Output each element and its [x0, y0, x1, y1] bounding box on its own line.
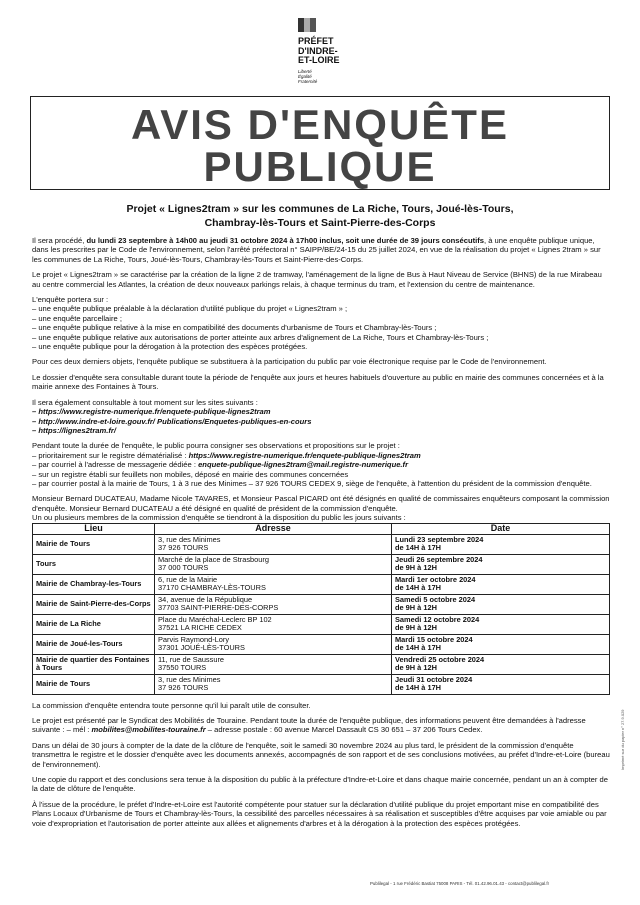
website-link[interactable]: – https://lignes2tram.fr/ — [32, 425, 116, 435]
list-item: – sur un registre établi sur feuillets non mobiles, déposé en mairie des communes concernées — [32, 469, 349, 479]
registry-link[interactable]: https://www.registre-numerique.fr/enquete-publique-lignes2tram — [188, 450, 421, 460]
hearing-paragraph: La commission d'enquête entendra toute personne qu'il lui paraît utile de consulter. — [32, 700, 311, 710]
cell-address: 34, avenue de la République 37703 SAINT-PIERRE-DES-CORPS — [155, 594, 392, 614]
consultation-paragraph: Le dossier d'enquête sera consultable durant toute la période de l'enquête aux jours et heures habituels d'ouverture au public en mairie des communes concernées et à la mairie annexe des Fontaines à Tours. — [32, 372, 604, 392]
title-line-2: PUBLIQUE — [203, 143, 437, 190]
table-row — [33, 614, 610, 634]
observations-list — [32, 451, 610, 489]
table-row — [33, 654, 610, 674]
report-paragraph: Dans un délai de 30 jours à compter de la date de la clôture de l'enquête, soit le samedi 30 novembre 2024 au plus tard, le président de la commission d'enquête transmettra le registre et le dossier d'enquête avec les documents annexés, accompagnés de son rapport et de ses conclusions motivées, au préfet d'Indre-et-Loire (bureau de l'environnement). — [32, 740, 610, 769]
cell-place: Mairie de Saint-Pierre-des-Corps — [33, 594, 155, 614]
subtitle-line-2: Chambray-lès-Tours et Saint-Pierre-des-Corps — [204, 217, 436, 229]
cell-date: Vendredi 25 octobre 2024 de 9H à 12H — [392, 654, 610, 674]
notice-body — [32, 236, 610, 834]
cell-date: Lundi 23 septembre 2024 de 14H à 17H — [392, 534, 610, 554]
notice-title-box — [30, 96, 610, 190]
table-header-row — [33, 523, 610, 534]
table-body — [33, 534, 610, 694]
cell-address: Parvis Raymond-Lory 37301 JOUÉ-LÈS-TOURS — [155, 634, 392, 654]
list-item: – une enquête publique préalable à la déclaration d'utilité publique du projet « Lignes2tram » ; — [32, 304, 348, 314]
websites-heading: Il sera également consultable à tout moment sur les sites suivants : — [32, 397, 258, 407]
cell-address: 3, rue des Minimes 37 926 TOURS — [155, 674, 392, 694]
substitution-paragraph: Pour ces deux derniers objets, l'enquête publique se substituera à la participation du public par voie électronique requise par le Code de l'environnement. — [32, 357, 547, 367]
list-item: – une enquête publique pour la dérogation à la protection des espèces protégées. — [32, 342, 308, 352]
cell-date: Mardi 1er octobre 2024 de 14H à 17H — [392, 574, 610, 594]
website-link[interactable]: – https://www.registre-numerique.fr/enquete-publique-lignes2tram — [32, 407, 271, 417]
column-header-address: Adresse — [155, 523, 392, 534]
cell-date: Mardi 15 octobre 2024 de 14H à 17H — [392, 634, 610, 654]
report-copy-paragraph: Une copie du rapport et des conclusions sera tenue à la disposition du public à la préfecture d'Indre-et-Loire et dans chaque mairie concernée, pendant un an à compter de la date de clôture de l'enquête. — [32, 775, 608, 794]
permanence-table — [32, 523, 610, 695]
cell-place: Mairie de Tours — [33, 534, 155, 554]
cell-place: Mairie de Tours — [33, 674, 155, 694]
cell-place: Tours — [33, 554, 155, 574]
websites-list — [32, 407, 610, 435]
project-subtitle — [60, 202, 580, 230]
cell-date: Jeudi 31 octobre 2024 de 14H à 17H — [392, 674, 610, 694]
email-link[interactable]: enquete-publique-lignes2tram@mail.registre-numerique.fr — [198, 460, 409, 470]
decision-paragraph: À l'issue de la procédure, le préfet d'Indre-et-Loire est l'autorité compétente pour statuer sur la déclaration d'utilité publique du projet emportant mise en compatibilité des Plans Locaux d'Urbanisme de Tours et Chambray-lès-Tours, la cessibilité des parcelles nécessaires à sa réalisation et susceptibles d'être acquises par voie amiable ou par voie d'expropriation et l'autorisation de porter atteinte aux allées et alignements d'arbres et à la dérogation à la protection des espèces protégées. — [32, 799, 607, 828]
table-row — [33, 574, 610, 594]
list-item: – une enquête publique relative à la mise en compatibilité des documents d'urbanisme de Tours et Chambray-lès-Tours ; — [32, 323, 437, 333]
republic-motto: Liberté Égalité Fraternité — [298, 68, 318, 84]
cell-place: Mairie de La Riche — [33, 614, 155, 634]
list-item: – par courriel à l'adresse de messagerie dédiée : enquete-publique-lignes2tram@mail.registre-numerique.fr — [32, 460, 409, 470]
column-header-date: Date — [392, 523, 610, 534]
title-line-1: AVIS D'ENQUÊTE — [131, 101, 509, 148]
cell-place: Mairie de Joué-les-Tours — [33, 634, 155, 654]
table-row — [33, 534, 610, 554]
observations-heading: Pendant toute la durée de l'enquête, le public pourra consigner ses observations et propositions sur le projet : — [32, 441, 400, 451]
list-item: – prioritairement sur le registre dématérialisé : https://www.registre-numerique.fr/enquete-publique-lignes2tram — [32, 450, 421, 460]
table-row — [33, 634, 610, 654]
marianne-flag-icon — [298, 18, 316, 32]
contact-paragraph: Le projet est présenté par le Syndicat des Mobilités de Touraine. Pendant toute la durée de l'enquête publique, des informations peuvent être demandées à l'adresse suivante : – mél : mobilites@mobilites-touraine.fr – adresse postale : 60 avenue Marcel Dassault CS 30 651 – 37 206 Tours Cedex. — [32, 715, 586, 735]
column-header-place: Lieu — [33, 523, 155, 534]
cell-address: 6, rue de la Mairie 37170 CHAMBRAY-LÈS-TOURS — [155, 574, 392, 594]
cell-place: Mairie de quartier des Fontaines à Tours — [33, 654, 155, 674]
scope-heading: L'enquête portera sur : — [32, 295, 109, 305]
cell-address: Place du Maréchal-Leclerc BP 102 37521 LA RICHE CEDEX — [155, 614, 392, 634]
publisher-footer: Publilegal - 1 rue Frédéric Bastiat 75008 PARIS - Tél. 01.42.96.01.43 - contact@publilegal.fr — [370, 881, 550, 886]
cell-address: 11, rue de Saussure 37550 TOURS — [155, 654, 392, 674]
subtitle-line-1: Projet « Lignes2tram » sur les communes de La Riche, Tours, Joué-lès-Tours, — [126, 203, 514, 215]
cell-place: Mairie de Chambray-les-Tours — [33, 574, 155, 594]
list-item: – une enquête publique relative aux autorisations de porter atteinte aux arbres d'alignement de La Riche, Tours et Chambray-lès-Tours ; — [32, 332, 489, 342]
table-row — [33, 554, 610, 574]
cell-address: 3, rue des Minimes 37 926 TOURS — [155, 534, 392, 554]
cell-address: Marché de la place de Strasbourg 37 000 TOURS — [155, 554, 392, 574]
paper-note: Imprimé sur du papier n° 27.9.029 — [620, 709, 625, 770]
table-row — [33, 674, 610, 694]
project-description: Le projet « Lignes2tram » se caractérise par la création de la ligne 2 de tramway, l'aménagement de la ligne de Bus à Haut Niveau de Service (BHNS) de la rue Mirabeau au centre commercial les Atlantes, la création de deux nouveaux parkings relais, à chaque terminus du tram, et l'extension du centre de maintenance. — [32, 270, 602, 289]
prefecture-logo — [298, 18, 348, 84]
website-link[interactable]: – http://www.indre-et-loire.gouv.fr/ Publications/Enquetes-publiques-en-cours — [32, 416, 312, 426]
prefect-name: PRÉFET D'INDRE- ET-LOIRE — [298, 36, 340, 65]
cell-date: Samedi 12 octobre 2024 de 9H à 12H — [392, 614, 610, 634]
cell-date: Samedi 5 octobre 2024 de 9H à 12H — [392, 594, 610, 614]
cell-date: Jeudi 26 septembre 2024 de 9H à 12H — [392, 554, 610, 574]
intro-paragraph: Il sera procédé, du lundi 23 septembre à 14h00 au jeudi 31 octobre 2024 à 17h00 inclus, soit une durée de 39 jours consécutifs, à une enquête publique unique, dans les prescrites par le Code de l'environnement, selon l'arrêté préfectoral n° SAIPP/BE/24-15 du 25 juillet 2024, en vue de la réalisation du projet « Lignes 2tram » sur les communes de La Riche, Tours, Joué-lès-Tours, Chambray-lès-Tours et Saint-Pierre-des-Corps. — [32, 236, 601, 264]
table-row — [33, 594, 610, 614]
list-item: – une enquête parcellaire ; — [32, 313, 122, 323]
scope-list — [32, 304, 610, 351]
permanence-heading: Un ou plusieurs membres de la commission d'enquête se tiendront à la disposition du public les jours suivants : — [32, 513, 406, 523]
commissioners-paragraph: Monsieur Bernard DUCATEAU, Madame Nicole TAVARES, et Monsieur Pascal PICARD ont été désignés en qualité de commissaires enquêteurs composant la commission d'enquête. Monsieur Bernard DUCATEAU a été désigné en qualité de président de la commission d'enquête. — [32, 494, 610, 513]
list-item: – par courrier postal à la mairie de Tours, 1 à 3 rue des Minimes – 37 926 TOURS CEDEX 9, siège de l'enquête, à l'attention du président de la commission d'enquête. — [32, 478, 592, 488]
contact-email-link[interactable]: mobilites@mobilites-touraine.fr — [91, 725, 206, 735]
